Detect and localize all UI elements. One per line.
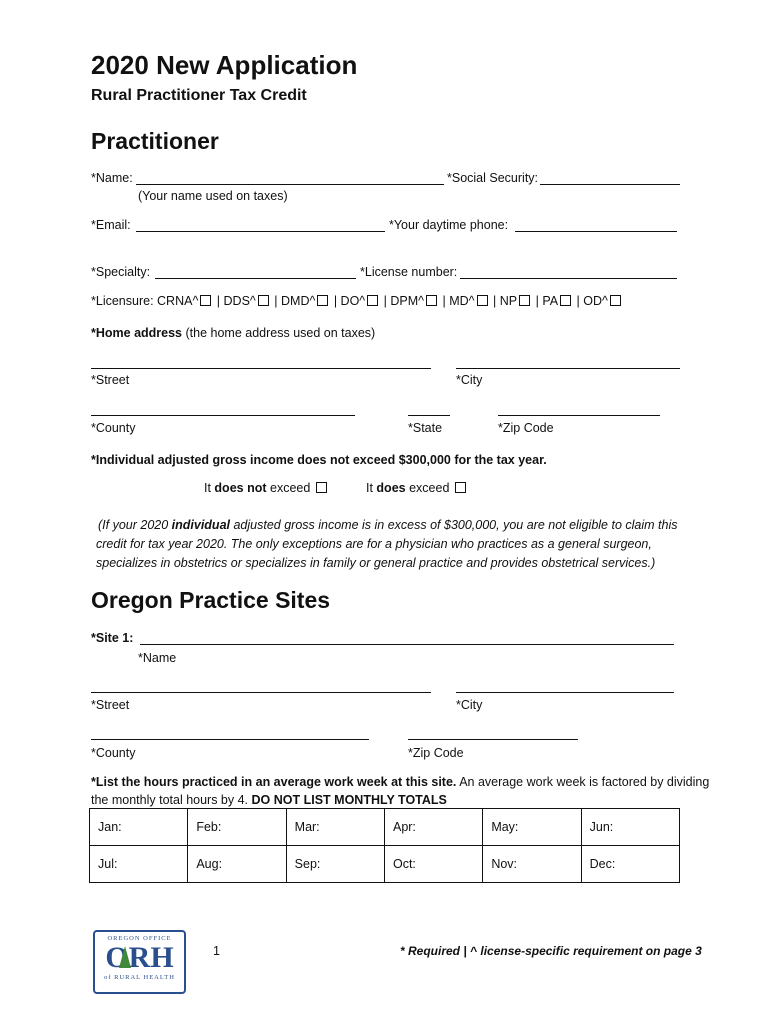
licensure-option-pa[interactable]: PA: [542, 294, 573, 308]
home-street-field[interactable]: [91, 368, 431, 369]
site1-name-label: *Name: [138, 651, 177, 665]
income-question: *Individual adjusted gross income does not exceed $300,000 for the tax year.: [91, 453, 547, 467]
checkbox-icon: [477, 295, 488, 306]
orh-logo: [93, 930, 186, 994]
site1-street-label: *Street: [91, 698, 130, 712]
specialty-label: *Specialty:: [91, 265, 151, 279]
email-field[interactable]: [136, 231, 385, 232]
phone-field[interactable]: [515, 231, 677, 232]
hours-cell-sep[interactable]: Sep:: [286, 846, 384, 883]
site1-zip-label: *Zip Code: [408, 746, 464, 760]
hours-cell-aug[interactable]: Aug:: [188, 846, 286, 883]
hours-instruction-line1: *List the hours practiced in an average work week at this site. An average work week is factored by dividing: [91, 775, 710, 789]
licensure-option-dmd[interactable]: DMD^: [281, 294, 330, 308]
license-number-field[interactable]: [460, 278, 677, 279]
hours-table: [89, 808, 680, 883]
page-title: 2020 New Application: [91, 50, 358, 80]
checkbox-icon: [258, 295, 269, 306]
income-note-line1: (If your 2020 individual adjusted gross income is in excess of $300,000, you are not eligible to claim this: [98, 518, 678, 532]
hours-cell-jan[interactable]: Jan:: [90, 809, 188, 846]
licensure-option-od[interactable]: OD^: [583, 294, 623, 308]
site1-label: *Site 1:: [91, 631, 134, 645]
hours-cell-feb[interactable]: Feb:: [188, 809, 286, 846]
table-row: [90, 846, 680, 883]
home-county-field[interactable]: [91, 415, 355, 416]
hours-cell-mar[interactable]: Mar:: [286, 809, 384, 846]
checkbox-icon: [426, 295, 437, 306]
home-address-hint: (the home address used on taxes): [185, 326, 376, 340]
logo-mid-text: ORH: [105, 941, 174, 974]
licensure-option-dpm[interactable]: DPM^: [390, 294, 439, 308]
tree-icon: [119, 946, 131, 968]
hours-cell-jul[interactable]: Jul:: [90, 846, 188, 883]
income-note-line3: specializes in obstetrics or specializes in family or general practice and provides obstetrical services.): [96, 556, 656, 570]
home-zip-label: *Zip Code: [498, 421, 554, 435]
checkbox-icon[interactable]: [455, 482, 466, 493]
licensure-option-md[interactable]: MD^: [449, 294, 489, 308]
licensure-label: *Licensure:: [91, 294, 154, 308]
checkbox-icon: [610, 295, 621, 306]
checkbox-icon: [519, 295, 530, 306]
page-number: 1: [213, 944, 220, 958]
specialty-field[interactable]: [155, 278, 356, 279]
ssn-field[interactable]: [540, 184, 680, 185]
home-city-label: *City: [456, 373, 483, 387]
phone-label: *Your daytime phone:: [389, 218, 509, 232]
checkbox-icon: [317, 295, 328, 306]
home-city-field[interactable]: [456, 368, 680, 369]
hours-cell-may[interactable]: May:: [483, 809, 581, 846]
licensure-option-crna[interactable]: CRNA^: [157, 294, 213, 308]
name-hint: (Your name used on taxes): [138, 189, 288, 203]
email-label: *Email:: [91, 218, 131, 232]
site1-zip-field[interactable]: [408, 739, 578, 740]
name-field[interactable]: [136, 184, 444, 185]
checkbox-icon: [367, 295, 378, 306]
home-county-label: *County: [91, 421, 136, 435]
site1-city-field[interactable]: [456, 692, 674, 693]
checkbox-icon[interactable]: [316, 482, 327, 493]
licensure-option-do[interactable]: DO^: [341, 294, 381, 308]
home-zip-field[interactable]: [498, 415, 660, 416]
home-street-label: *Street: [91, 373, 130, 387]
sites-heading: Oregon Practice Sites: [91, 587, 331, 613]
checkbox-icon: [560, 295, 571, 306]
licensure-row: *Licensure: CRNA^ | DDS^ | DMD^ | DO^ | DPM^ | MD^ | NP | PA | OD^: [91, 294, 623, 308]
licensure-option-np[interactable]: NP: [500, 294, 532, 308]
hours-cell-oct[interactable]: Oct:: [384, 846, 482, 883]
hours-cell-apr[interactable]: Apr:: [384, 809, 482, 846]
option-does-not-exceed[interactable]: It does not exceed: [204, 481, 329, 495]
checkbox-icon: [200, 295, 211, 306]
page-subtitle: Rural Practitioner Tax Credit: [91, 87, 307, 104]
site1-name-field[interactable]: [140, 644, 674, 645]
footer-note: * Required | ^ license-specific requirement on page 3: [400, 944, 702, 958]
ssn-label: *Social Security:: [447, 171, 539, 185]
home-state-field[interactable]: [408, 415, 450, 416]
logo-top-text: OREGON OFFICE: [107, 935, 172, 942]
income-note-line2: credit for tax year 2020. The only exceptions are for a physician who practices as a general surgeon,: [96, 537, 652, 551]
practitioner-heading: Practitioner: [91, 128, 219, 154]
table-row: [90, 809, 680, 846]
licensure-option-dds[interactable]: DDS^: [224, 294, 271, 308]
site1-county-label: *County: [91, 746, 136, 760]
home-address-label: *Home address: [91, 326, 183, 340]
hours-instruction-line2: the monthly total hours by 4. DO NOT LIST MONTHLY TOTALS: [91, 793, 447, 807]
license-number-label: *License number:: [360, 265, 458, 279]
home-state-label: *State: [408, 421, 443, 435]
home-address-heading: [91, 326, 375, 340]
option-does-exceed[interactable]: It does exceed: [366, 481, 468, 495]
logo-bottom-text: of RURAL HEALTH: [104, 974, 175, 981]
site1-county-field[interactable]: [91, 739, 369, 740]
hours-cell-nov[interactable]: Nov:: [483, 846, 581, 883]
name-label: *Name:: [91, 171, 133, 185]
hours-cell-dec[interactable]: Dec:: [581, 846, 679, 883]
site1-street-field[interactable]: [91, 692, 431, 693]
hours-cell-jun[interactable]: Jun:: [581, 809, 679, 846]
site1-city-label: *City: [456, 698, 483, 712]
